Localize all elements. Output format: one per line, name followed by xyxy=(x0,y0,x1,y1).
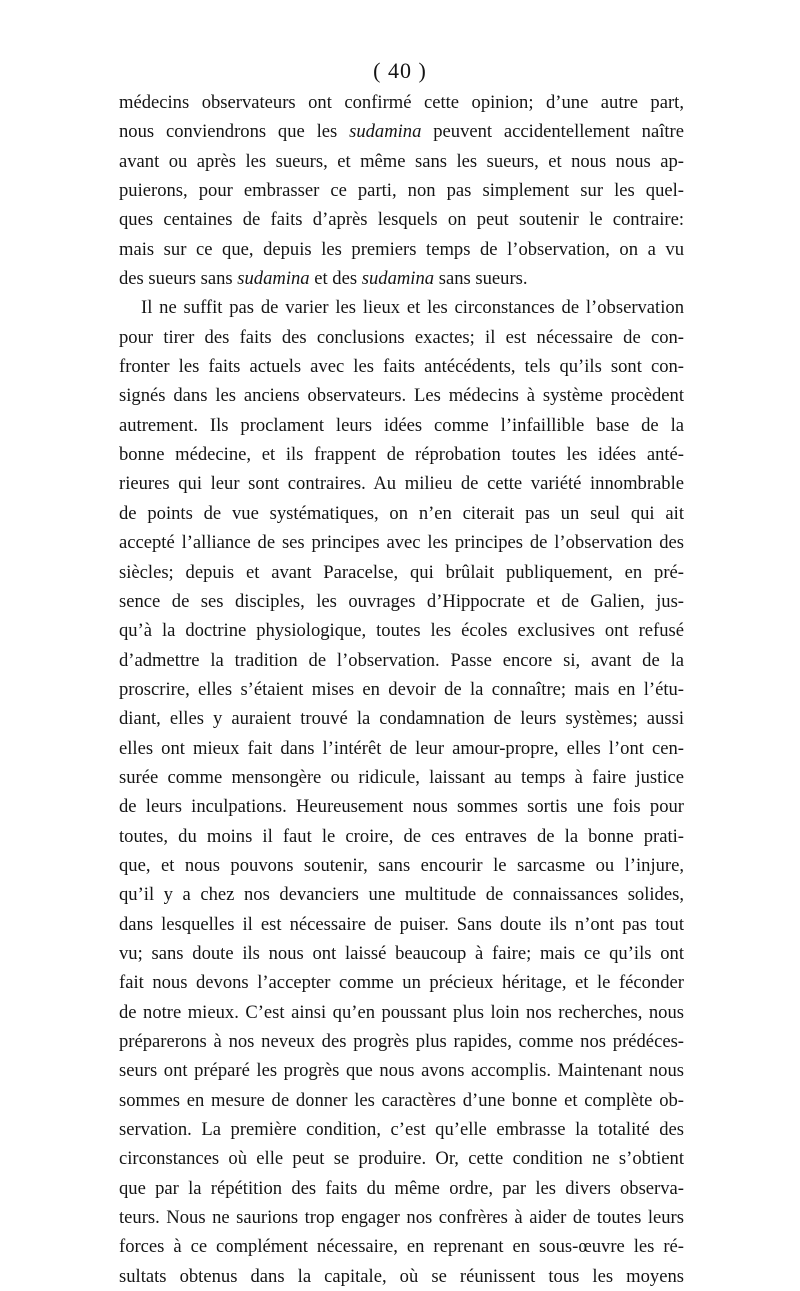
text-fragment: des sueurs sans xyxy=(119,268,238,290)
text-line: d’admettre la tradition de l’observation. Passe encore si, avant de la xyxy=(119,649,684,671)
text-line xyxy=(119,117,684,146)
text-line: de notre mieux. C’est ainsi qu’en poussant plus loin nos recherches, nous xyxy=(119,1001,684,1023)
text-line: seurs ont préparé les progrès que nous avons accomplis. Maintenant nous xyxy=(119,1060,684,1082)
text-line: servation. La première condition, c’est qu’elle embrasse la totalité des xyxy=(119,1119,684,1141)
text-fragment: et des xyxy=(309,268,362,290)
text-line: teurs. Nous ne saurions trop engager nos confrères à aider de toutes leurs xyxy=(119,1207,684,1229)
text-line: rieures qui leur sont contraires. Au milieu de cette variété innombrable xyxy=(119,473,684,495)
text-line: que par la répétition des faits du même ordre, par les divers observa- xyxy=(119,1177,684,1199)
italic-term: sudamina xyxy=(237,268,310,290)
text-line: siècles; depuis et avant Paracelse, qui brûlait publiquement, en pré- xyxy=(119,561,684,583)
text-line: dans lesquelles il est nécessaire de puiser. Sans doute ils n’ont pas tout xyxy=(119,913,684,935)
text-line: qu’à la doctrine physiologique, toutes les écoles exclusives ont refusé xyxy=(119,620,684,642)
text-line: fait nous devons l’accepter comme un précieux héritage, et le féconder xyxy=(119,972,684,994)
text-line: médecins observateurs ont confirmé cette opinion; d’une autre part, xyxy=(119,92,684,113)
text-line: que, et nous pouvons soutenir, sans encourir le sarcasme ou l’injure, xyxy=(119,854,684,876)
text-line: signés dans les anciens observateurs. Les médecins à système procèdent xyxy=(119,385,684,407)
text-line: de points de vue systématiques, on n’en citerait pas un seul qui ait xyxy=(119,502,684,524)
body-text xyxy=(119,88,684,1291)
text-line: diant, elles y auraient trouvé la condamnation de leurs systèmes; aussi xyxy=(119,708,684,730)
text-line: ques centaines de faits d’après lesquels on peut soutenir le contraire: xyxy=(119,209,684,231)
text-line: puierons, pour embrasser ce parti, non pas simplement sur les quel- xyxy=(119,180,684,202)
text-line: forces à ce complément nécessaire, en reprenant en sous-œuvre les ré- xyxy=(119,1236,684,1258)
page-number: ( 40 ) xyxy=(373,58,427,83)
text-line: sommes en mesure de donner les caractères d’une bonne et complète ob- xyxy=(119,1089,684,1111)
italic-term: sudamina xyxy=(361,268,435,290)
text-fragment: sans sueurs. xyxy=(434,268,528,290)
text-line: Il ne suffit pas de varier les lieux et les circonstances de l’observation xyxy=(141,297,684,319)
text-line: surée comme mensongère ou ridicule, laissant au temps à faire justice xyxy=(119,766,684,788)
text-line: fronter les faits actuels avec les faits antécédents, tels qu’ils sont con- xyxy=(119,356,684,378)
text-line: mais sur ce que, depuis les premiers temps de l’observation, on a vu xyxy=(119,238,684,260)
text-line: elles ont mieux fait dans l’intérêt de leur amour-propre, elles l’ont cen- xyxy=(119,737,684,759)
text-line: circonstances où elle peut se produire. Or, cette condition ne s’obtient xyxy=(119,1148,684,1170)
text-line: vu; sans doute ils nous ont laissé beaucoup à faire; mais ce qu’ils ont xyxy=(119,942,684,964)
text-fragment: peuvent accidentellement naître xyxy=(421,121,684,143)
text-line: proscrire, elles s’étaient mises en devoir de la connaître; mais en l’étu- xyxy=(119,678,684,700)
text-line: accepté l’alliance de ses principes avec les principes de l’observation des xyxy=(119,532,684,554)
text-line: bonne médecine, et ils frappent de réprobation toutes les idées anté- xyxy=(119,444,684,466)
text-line xyxy=(119,264,684,293)
text-line: toutes, du moins il faut le croire, de ces entraves de la bonne prati- xyxy=(119,825,684,847)
text-line: avant ou après les sueurs, et même sans les sueurs, et nous nous ap- xyxy=(119,150,684,172)
text-fragment: nous conviendrons que les xyxy=(119,121,350,143)
italic-term: sudamina xyxy=(349,121,422,143)
text-line: sultats obtenus dans la capitale, où se réunissent tous les moyens xyxy=(119,1265,684,1287)
text-line: sence de ses disciples, les ouvrages d’Hippocrate et de Galien, jus- xyxy=(119,590,684,612)
text-line: pour tirer des faits des conclusions exactes; il est nécessaire de con- xyxy=(119,326,684,348)
text-line: préparerons à nos neveux des progrès plus rapides, comme nos prédéces- xyxy=(119,1031,684,1052)
text-line: de leurs inculpations. Heureusement nous sommes sortis une fois pour xyxy=(119,796,684,818)
text-line: autrement. Ils proclament leurs idées comme l’infaillible base de la xyxy=(119,414,684,436)
text-line: qu’il y a chez nos devanciers une multitude de connaissances solides, xyxy=(119,884,684,906)
